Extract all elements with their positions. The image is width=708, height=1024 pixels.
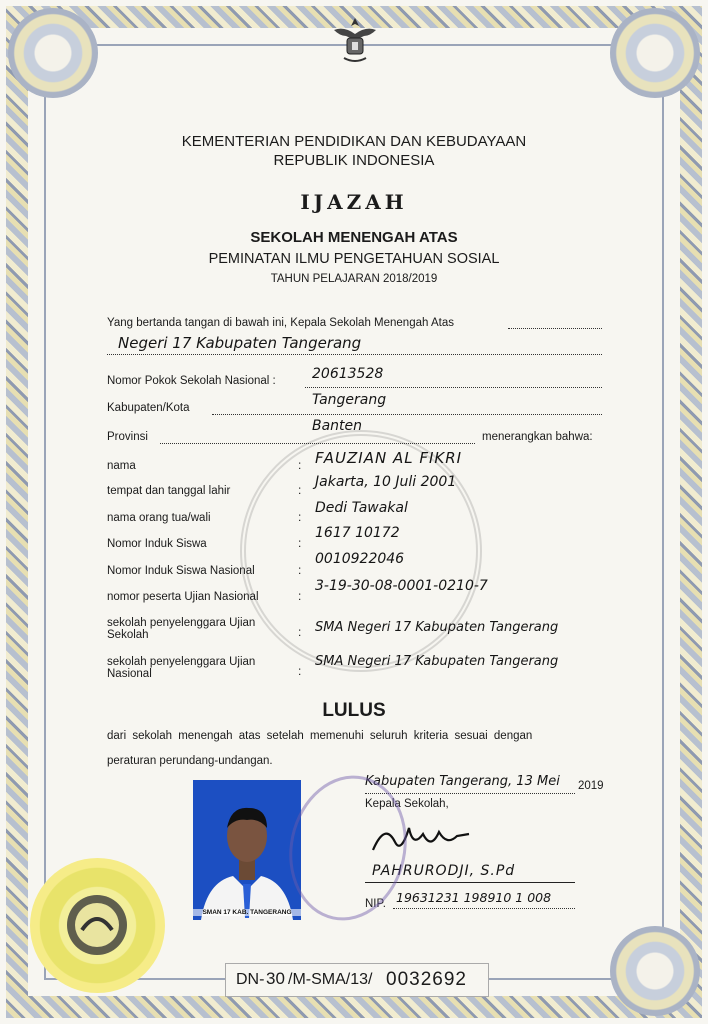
serial-code: 30	[266, 969, 285, 988]
dotted-line	[107, 354, 602, 355]
colon: :	[298, 458, 302, 472]
colon: :	[298, 589, 302, 603]
specialization: PEMINATAN ILMU PENGETAHUAN SOSIAL	[208, 251, 500, 267]
colon: :	[298, 483, 302, 497]
student-nis: 1617 10172	[315, 525, 400, 541]
dotted-line	[365, 793, 575, 794]
nip-label: NIP.	[365, 898, 386, 910]
dotted-line	[212, 414, 602, 415]
student-label-nisn: Nomor Induk Siswa Nasional	[107, 565, 255, 577]
hologram-seal	[30, 858, 165, 993]
student-nisn: 0010922046	[315, 551, 405, 567]
student-parent: Dedi Tawakal	[315, 500, 408, 516]
result-status: LULUS	[322, 700, 386, 721]
regency-value: Tangerang	[312, 392, 387, 408]
student-school-exam: SMA Negeri 17 Kabupaten Tangerang	[315, 620, 559, 635]
student-name: FAUZIAN AL FIKRI	[315, 449, 463, 467]
signature-place-date: Kabupaten Tangerang, 13 Mei	[365, 774, 560, 789]
student-label-parent: nama orang tua/wali	[107, 512, 211, 524]
nip-value: 19631231 198910 1 008	[396, 890, 552, 905]
student-birth: Jakarta, 10 Juli 2001	[315, 474, 457, 490]
npsn-label: Nomor Pokok Sekolah Nasional :	[107, 375, 276, 387]
serial-number: 0032692	[386, 969, 467, 990]
document-title: IJAZAH	[300, 190, 408, 214]
student-label-school-exam: sekolah penyelenggara Ujian Sekolah	[107, 617, 256, 641]
ministry-logo-icon	[30, 858, 165, 993]
signature-role: Kepala Sekolah,	[365, 798, 449, 810]
colon: :	[298, 563, 302, 577]
colon: :	[298, 625, 302, 639]
result-statement-line2: peraturan perundang-undangan.	[107, 755, 273, 767]
school-name: Negeri 17 Kabupaten Tangerang	[118, 334, 362, 352]
ministry-line2: REPUBLIK INDONESIA	[273, 152, 435, 169]
ministry-line1: KEMENTERIAN PENDIDIKAN DAN KEBUDAYAAN	[181, 133, 527, 150]
declares-text: menerangkan bahwa:	[482, 431, 593, 443]
student-label-name: nama	[107, 460, 136, 472]
colon: :	[298, 536, 302, 550]
colon: :	[298, 664, 302, 678]
student-label-exam-number: nomor peserta Ujian Nasional	[107, 591, 259, 603]
serial-middle: /M-SMA/13/	[288, 971, 373, 988]
photo-caption: SMAN 17 KAB. TANGERANG	[193, 909, 301, 916]
colon: :	[298, 510, 302, 524]
province-value: Banten	[312, 418, 363, 434]
academic-year: TAHUN PELAJARAN 2018/2019	[270, 273, 438, 285]
signature-year: 2019	[578, 780, 604, 792]
dotted-line	[305, 387, 602, 388]
signature-name: PAHRURODJI, S.Pd	[372, 863, 516, 879]
student-label-national-exam: sekolah penyelenggara Ujian Nasional	[107, 656, 256, 680]
province-label: Provinsi	[107, 431, 148, 443]
regency-label: Kabupaten/Kota	[107, 402, 190, 414]
student-exam-number: 3-19-30-08-0001-0210-7	[315, 578, 488, 594]
student-label-birth: tempat dan tanggal lahir	[107, 485, 231, 497]
student-photo	[193, 780, 301, 920]
intro-text: Yang bertanda tangan di bawah ini, Kepala Sekolah Menengah Atas	[107, 317, 454, 329]
student-label-nis: Nomor Induk Siswa	[107, 538, 207, 550]
dotted-line	[160, 443, 475, 444]
student-national-exam: SMA Negeri 17 Kabupaten Tangerang	[315, 654, 559, 669]
school-level: SEKOLAH MENENGAH ATAS	[250, 229, 458, 246]
serial-prefix: DN-	[236, 971, 265, 988]
npsn-value: 20613528	[312, 366, 384, 382]
dotted-line	[393, 908, 575, 909]
student-portrait-icon	[193, 780, 301, 920]
result-statement-line1: dari sekolah menengah atas setelah memenuhi seluruh kriteria sesuai dengan	[107, 730, 533, 742]
serial-number-box	[225, 963, 489, 997]
dotted-line	[508, 328, 602, 329]
